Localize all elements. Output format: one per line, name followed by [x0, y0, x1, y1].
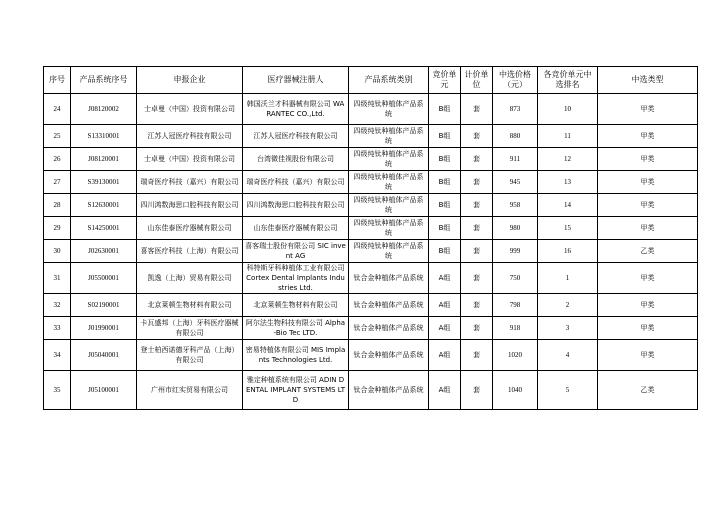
cell-unit-group: B组 — [429, 171, 461, 194]
table-row — [44, 148, 698, 171]
table-row — [44, 294, 698, 317]
cell-category: 钛合金种植体产品系统 — [349, 317, 429, 340]
cell-price: 958 — [493, 194, 538, 217]
cell-company: 瑞奇医疗科技（嘉兴）有限公司 — [137, 171, 243, 194]
table-row — [44, 371, 698, 410]
cell-price: 980 — [493, 217, 538, 240]
cell-type: 甲类 — [598, 294, 698, 317]
cell-no: 28 — [44, 194, 71, 217]
cell-registrant: 北京莱顿生物材料有限公司 — [243, 294, 349, 317]
cell-unit-group: B组 — [429, 125, 461, 148]
cell-code: S14250001 — [71, 217, 137, 240]
cell-unit-group: B组 — [429, 148, 461, 171]
cell-no: 26 — [44, 148, 71, 171]
cell-code: S12630001 — [71, 194, 137, 217]
cell-unit: 套 — [461, 194, 493, 217]
cell-category: 钛合金种植体产品系统 — [349, 263, 429, 294]
cell-code: J08120001 — [71, 148, 137, 171]
header-company: 申报企业 — [137, 67, 243, 94]
cell-no: 31 — [44, 263, 71, 294]
cell-no: 25 — [44, 125, 71, 148]
cell-type: 甲类 — [598, 171, 698, 194]
cell-registrant: 四川鸿数海思口腔科技有限公司 — [243, 194, 349, 217]
cell-type: 甲类 — [598, 94, 698, 125]
cell-rank: 5 — [538, 371, 598, 410]
cell-code: J01990001 — [71, 317, 137, 340]
cell-rank: 10 — [538, 94, 598, 125]
cell-unit-group: A组 — [429, 340, 461, 371]
cell-company: 山东佳泰医疗器械有限公司 — [137, 217, 243, 240]
cell-rank: 15 — [538, 217, 598, 240]
table-row — [44, 240, 698, 263]
table-row — [44, 94, 698, 125]
table-row — [44, 171, 698, 194]
cell-no: 34 — [44, 340, 71, 371]
cell-unit: 套 — [461, 125, 493, 148]
cell-unit-group: A组 — [429, 317, 461, 340]
cell-category: 钛合金种植体产品系统 — [349, 294, 429, 317]
cell-no: 30 — [44, 240, 71, 263]
cell-code: S13310001 — [71, 125, 137, 148]
cell-price: 945 — [493, 171, 538, 194]
header-rank: 各竞价单元中选排名 — [538, 67, 598, 94]
cell-registrant: 韩国沃兰才科器械有限公司 WARANTEC CO.,Ltd. — [243, 94, 349, 125]
cell-registrant: 瑞奇医疗科技（嘉兴）有限公司 — [243, 171, 349, 194]
cell-type: 甲类 — [598, 194, 698, 217]
cell-unit: 套 — [461, 340, 493, 371]
cell-price: 1020 — [493, 340, 538, 371]
cell-unit: 套 — [461, 371, 493, 410]
cell-no: 27 — [44, 171, 71, 194]
cell-company: 北京莱顿生物材料有限公司 — [137, 294, 243, 317]
cell-price: 999 — [493, 240, 538, 263]
cell-code: J02630001 — [71, 240, 137, 263]
cell-unit: 套 — [461, 171, 493, 194]
cell-rank: 4 — [538, 340, 598, 371]
table-row — [44, 194, 698, 217]
cell-unit: 套 — [461, 148, 493, 171]
cell-company: 士卓曼（中国）投资有限公司 — [137, 148, 243, 171]
cell-category: 钛合金种植体产品系统 — [349, 371, 429, 410]
cell-category: 四级纯钛种植体产品系统 — [349, 94, 429, 125]
header-price: 中选价格（元） — [493, 67, 538, 94]
cell-unit-group: A组 — [429, 371, 461, 410]
header-unit-group: 竞价单元 — [429, 67, 461, 94]
cell-company: 凯逸（上海）贸易有限公司 — [137, 263, 243, 294]
cell-category: 四级纯钛种植体产品系统 — [349, 194, 429, 217]
cell-unit-group: A组 — [429, 263, 461, 294]
cell-registrant: 科特斯牙科种植体工业有限公司 Cortex Dental Implants Industries Ltd. — [243, 263, 349, 294]
cell-registrant: 山东佳泰医疗器械有限公司 — [243, 217, 349, 240]
cell-rank: 11 — [538, 125, 598, 148]
cell-no: 24 — [44, 94, 71, 125]
cell-unit-group: B组 — [429, 94, 461, 125]
cell-category: 钛合金种植体产品系统 — [349, 340, 429, 371]
cell-price: 911 — [493, 148, 538, 171]
cell-unit: 套 — [461, 263, 493, 294]
header-code: 产品系统序号 — [71, 67, 137, 94]
cell-company: 士卓曼（中国）投资有限公司 — [137, 94, 243, 125]
cell-no: 35 — [44, 371, 71, 410]
cell-rank: 2 — [538, 294, 598, 317]
cell-rank: 13 — [538, 171, 598, 194]
cell-no: 29 — [44, 217, 71, 240]
cell-registrant: 江苏人冠医疗科技有限公司 — [243, 125, 349, 148]
cell-price: 880 — [493, 125, 538, 148]
table-row — [44, 317, 698, 340]
cell-registrant: 雅定种植系统有限公司 ADIN DENTAL IMPLANT SYSTEMS LTD — [243, 371, 349, 410]
header-unit: 计价单位 — [461, 67, 493, 94]
cell-company: 四川鸿数海思口腔科技有限公司 — [137, 194, 243, 217]
cell-price: 918 — [493, 317, 538, 340]
cell-registrant: 喜客瑞士股份有限公司 SIC invent AG — [243, 240, 349, 263]
cell-type: 甲类 — [598, 317, 698, 340]
cell-category: 四级纯钛种植体产品系统 — [349, 217, 429, 240]
cell-code: S39130001 — [71, 171, 137, 194]
cell-company: 喜客医疗科技（上海）有限公司 — [137, 240, 243, 263]
results-table — [43, 66, 698, 410]
cell-code: S02190001 — [71, 294, 137, 317]
header-category: 产品系统类别 — [349, 67, 429, 94]
table-row — [44, 125, 698, 148]
cell-unit: 套 — [461, 240, 493, 263]
cell-type: 甲类 — [598, 340, 698, 371]
cell-code: J05040001 — [71, 340, 137, 371]
cell-unit-group: A组 — [429, 294, 461, 317]
cell-rank: 16 — [538, 240, 598, 263]
cell-type: 甲类 — [598, 148, 698, 171]
cell-unit-group: B组 — [429, 194, 461, 217]
cell-registrant: 密易特植体有限公司 MIS Implants Technologies Ltd. — [243, 340, 349, 371]
cell-no: 32 — [44, 294, 71, 317]
cell-company: 登士柏西诺德牙科产品（上海）有限公司 — [137, 340, 243, 371]
cell-type: 乙类 — [598, 240, 698, 263]
cell-category: 四级纯钛种植体产品系统 — [349, 171, 429, 194]
cell-price: 750 — [493, 263, 538, 294]
cell-rank: 14 — [538, 194, 598, 217]
cell-price: 798 — [493, 294, 538, 317]
cell-rank: 1 — [538, 263, 598, 294]
header-no: 序号 — [44, 67, 71, 94]
cell-registrant: 台湾微佳视股份有限公司 — [243, 148, 349, 171]
cell-unit-group: B组 — [429, 217, 461, 240]
cell-code: J05500001 — [71, 263, 137, 294]
cell-company: 卡瓦盛邦（上海）牙科医疗器械有限公司 — [137, 317, 243, 340]
cell-code: J08120002 — [71, 94, 137, 125]
cell-category: 四级纯钛种植体产品系统 — [349, 148, 429, 171]
cell-type: 甲类 — [598, 217, 698, 240]
cell-company: 江苏人冠医疗科技有限公司 — [137, 125, 243, 148]
header-row — [44, 67, 698, 94]
cell-unit: 套 — [461, 294, 493, 317]
cell-unit: 套 — [461, 317, 493, 340]
table-row — [44, 217, 698, 240]
header-type: 中选类型 — [598, 67, 698, 94]
cell-price: 1040 — [493, 371, 538, 410]
cell-category: 四级纯钛种植体产品系统 — [349, 240, 429, 263]
cell-no: 33 — [44, 317, 71, 340]
cell-company: 广州市红实贸易有限公司 — [137, 371, 243, 410]
cell-category: 四级纯钛种植体产品系统 — [349, 125, 429, 148]
cell-type: 甲类 — [598, 125, 698, 148]
cell-unit-group: B组 — [429, 240, 461, 263]
cell-type: 甲类 — [598, 263, 698, 294]
cell-unit: 套 — [461, 217, 493, 240]
cell-rank: 12 — [538, 148, 598, 171]
table-row — [44, 263, 698, 294]
cell-registrant: 阿尔法生物科技有限公司 Alpha-Bio Tec LTD. — [243, 317, 349, 340]
cell-code: J05100001 — [71, 371, 137, 410]
cell-price: 873 — [493, 94, 538, 125]
cell-type: 乙类 — [598, 371, 698, 410]
cell-unit: 套 — [461, 94, 493, 125]
table-row — [44, 340, 698, 371]
header-registrant: 医疗器械注册人 — [243, 67, 349, 94]
cell-rank: 3 — [538, 317, 598, 340]
